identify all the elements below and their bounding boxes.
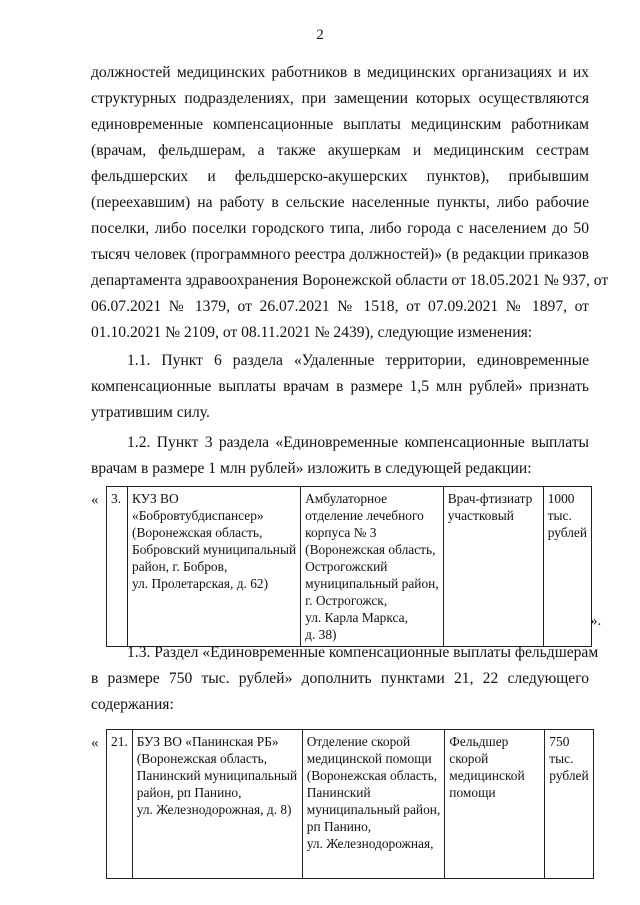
cell-text-line: тыс. xyxy=(549,751,574,766)
cell-text-line: Фельдшер xyxy=(449,734,509,749)
cell-text-line: 1000 xyxy=(547,491,575,506)
table-row xyxy=(107,730,594,879)
text-line: должностей медицинских работников в медицинских организациях и их xyxy=(91,64,589,81)
text-line: (переехавшим) на работу в сельские населенные пункты, либо рабочие xyxy=(91,194,589,211)
org-cell xyxy=(132,730,302,879)
cell-text-line: помощи xyxy=(449,785,496,800)
text-line: структурных подразделениях, при замещении которых осуществляются xyxy=(91,90,589,107)
text-line: (врачам, фельдшерам, а также акушеркам и медицинским сестрам xyxy=(91,142,589,159)
text-line: тысяч человек (программного реестра должностей)» (в редакции приказов xyxy=(91,246,589,263)
cell-text-line: (Воронежская область, xyxy=(306,768,438,783)
row-number xyxy=(107,487,128,647)
cell-text-line: район, рп Панино, xyxy=(136,785,242,800)
cell-text-line: «Бобровтубдиспансер» xyxy=(132,508,264,523)
cell-text-line: Амбулаторное xyxy=(305,491,388,506)
text-line: 1.3. Раздел «Единовременные компенсационные выплаты фельдшерам xyxy=(127,644,599,661)
cell-text-line: Бобровский муниципальный xyxy=(132,542,297,557)
item-1-1-paragraph xyxy=(91,348,589,426)
cell-text-line: участковый xyxy=(447,508,514,523)
position-cell xyxy=(443,487,543,647)
text-line: 1.2. Пункт 3 раздела «Единовременные компенсационные выплаты xyxy=(127,434,589,451)
cell-text-line: (Воронежская область, xyxy=(305,542,436,557)
cell-text-line: д. 38) xyxy=(305,627,337,642)
cell-text-line: корпуса № 3 xyxy=(305,525,377,540)
cell-text-line: район, г. Бобров, xyxy=(132,559,228,574)
text-line: 06.07.2021 № 1379, от 26.07.2021 № 1518, от 07.09.2021 № 1897, от xyxy=(91,298,589,315)
table-2 xyxy=(106,729,594,879)
cell-text-line: медицинской помощи xyxy=(306,751,432,766)
cell-text-line: отделение лечебного xyxy=(305,508,424,523)
table1-open-quote: « xyxy=(91,492,99,508)
row-number-text: 21. xyxy=(111,734,128,749)
position-cell xyxy=(445,730,545,879)
table-1 xyxy=(106,486,592,647)
amount-cell xyxy=(545,730,593,879)
item-1-2-paragraph xyxy=(91,430,589,482)
cell-text-line: рублей xyxy=(547,525,587,540)
item-1-3-paragraph xyxy=(91,640,599,718)
text-line: фельдшерских и фельдшерско-акушерских пунктов), прибывшим xyxy=(91,168,589,185)
cell-text-line: ул. Карла Маркса, xyxy=(305,610,408,625)
table2-open-quote: « xyxy=(91,735,99,751)
cell-text-line: г. Острогожск, xyxy=(305,593,388,608)
cell-text-line: скорой xyxy=(449,751,489,766)
text-line: содержания: xyxy=(91,696,174,713)
text-line: в размере 750 тыс. рублей» дополнить пунктами 21, 22 следующего xyxy=(91,670,589,687)
cell-text-line: (Воронежская область, xyxy=(132,525,263,540)
amount-cell xyxy=(543,487,591,647)
cell-text-line: рп Панино, xyxy=(306,819,372,834)
cell-text-line: БУЗ ВО «Панинская РБ» xyxy=(136,734,279,749)
row-number-text: 3. xyxy=(111,491,122,506)
cell-text-line: КУЗ ВО xyxy=(132,491,179,506)
text-line: 01.10.2021 № 2109, от 08.11.2021 № 2439), следующие изменения: xyxy=(91,324,533,341)
page-number: 2 xyxy=(316,27,324,43)
text-line: 1.1. Пункт 6 раздела «Удаленные территории, единовременные xyxy=(127,352,589,369)
cell-text-line: ул. Железнодорожная, xyxy=(306,836,434,851)
text-line: врачам в размере 1 млн рублей» изложить в следующей редакции: xyxy=(91,460,532,477)
org-cell xyxy=(128,487,301,647)
unit-cell xyxy=(302,730,445,879)
cell-text-line: муниципальный район, xyxy=(306,802,441,817)
cell-text-line: Острогожский xyxy=(305,559,388,574)
cell-text-line: (Воронежская область, xyxy=(136,751,268,766)
cell-text-line: Панинский муниципальный xyxy=(136,768,298,783)
table1-close-quote: ». xyxy=(590,613,602,629)
cell-text-line: Отделение скорой xyxy=(306,734,411,749)
text-line: департамента здравоохранения Воронежской области от 18.05.2021 № 937, от xyxy=(91,272,609,289)
cell-text-line: медицинской xyxy=(449,768,525,783)
cell-text-line: муниципальный район, xyxy=(305,576,439,591)
cell-text-line: 750 xyxy=(549,734,570,749)
cell-text-line: ул. Пролетарская, д. 62) xyxy=(132,576,269,591)
table-row xyxy=(107,487,592,647)
text-line: единовременные компенсационные выплаты медицинским работникам xyxy=(91,116,589,133)
cell-text-line: Панинский xyxy=(306,785,371,800)
row-number xyxy=(107,730,133,879)
cell-text-line: рублей xyxy=(549,768,589,783)
text-line: поселки, либо поселки городского типа, либо города с населением до 50 xyxy=(91,220,589,237)
text-line: компенсационные выплаты врачам в размере 1,5 млн рублей» признать xyxy=(91,378,589,395)
cell-text-line: тыс. xyxy=(547,508,572,523)
unit-cell xyxy=(301,487,444,647)
intro-paragraph xyxy=(91,60,609,346)
text-line: утратившим силу. xyxy=(91,404,210,421)
cell-text-line: Врач-фтизиатр xyxy=(447,491,533,506)
cell-text-line: ул. Железнодорожная, д. 8) xyxy=(136,802,292,817)
